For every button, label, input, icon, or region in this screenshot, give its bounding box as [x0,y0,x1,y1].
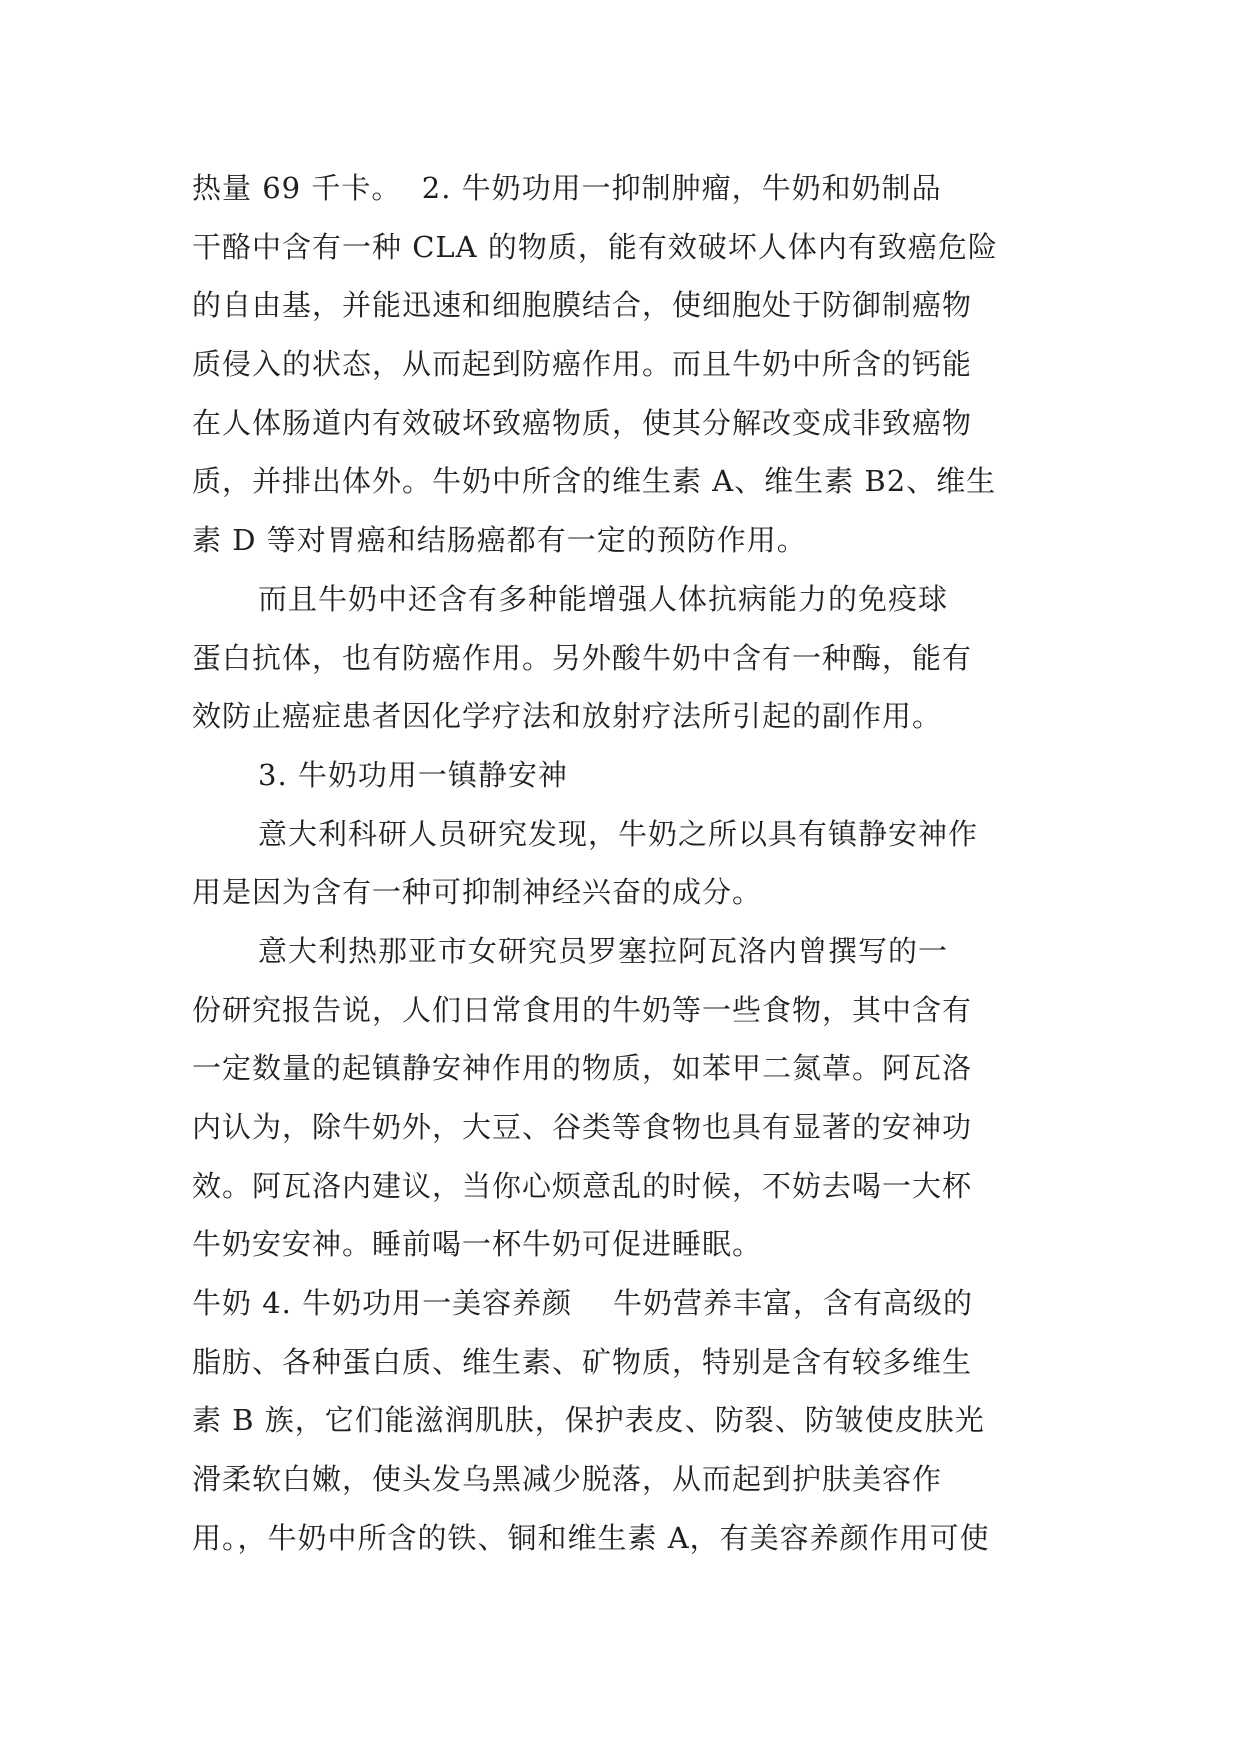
body-text [192,159,1054,1568]
text-line: 脂肪、各种蛋白质、维生素、矿物质，特别是含有较多维生 [192,1344,973,1379]
text-line: 份研究报告说，人们日常食用的牛奶等一些食物，其中含有 [192,992,973,1027]
paragraph-first-line: 意大利热那亚市女研究员罗塞拉阿瓦洛内曾撰写的一 [258,933,949,968]
text-line: 质侵入的状态，从而起到防癌作用。而且牛奶中所含的钙能 [192,347,973,382]
paragraph-first-line: 意大利科研人员研究发现，牛奶之所以具有镇静安神作 [258,816,979,851]
text-line: 的自由基，并能迅速和细胞膜结合，使细胞处于防御制癌物 [192,288,973,323]
text-line: 内认为，除牛奶外，大豆、谷类等食物也具有显著的安神功 [192,1110,973,1144]
text-line: 牛奶 4. 牛奶功用一美容养颜 牛奶营养丰富，含有高级的 [192,1286,973,1321]
text-line: 滑柔软白嫩，使头发乌黑减少脱落，从而起到护肤美容作 [192,1462,943,1497]
text-line: 热量 69 千卡。 2. 牛奶功用一抑制肿瘤，牛奶和奶制品 [192,171,942,205]
text-line: 用。，牛奶中所含的铁、铜和维生素 A，有美容养颜作用可使 [192,1520,990,1555]
text-line: 在人体肠道内有效破坏致癌物质，使其分解改变成非致癌物 [192,405,973,440]
text-line: 用是因为含有一种可抑制神经兴奋的成分。 [192,875,763,910]
section-heading: 3. 牛奶功用一镇静安神 [258,757,568,792]
text-line: 质，并排出体外。牛奶中所含的维生素 A、维生素 B2、维生 [192,464,997,499]
text-line: 素 D 等对胃癌和结肠癌都有一定的预防作用。 [192,523,807,558]
text-line: 效。阿瓦洛内建议，当你心烦意乱的时候，不妨去喝一大杯 [192,1168,973,1203]
text-line: 牛奶安安神。睡前喝一杯牛奶可促进睡眠。 [192,1227,763,1262]
paragraph-first-line: 而且牛奶中还含有多种能增强人体抗病能力的免疫球 [258,581,949,616]
text-line: 效防止癌症患者因化学疗法和放射疗法所引起的副作用。 [192,699,943,734]
text-line: 一定数量的起镇静安神作用的物质，如苯甲二氮䓬。阿瓦洛 [192,1051,973,1086]
text-line: 干酪中含有一种 CLA 的物质，能有效破坏人体内有致癌危险 [192,229,998,264]
text-line: 素 B 族，它们能滋润肌肤，保护表皮、防裂、防皱使皮肤光 [192,1403,985,1438]
text-line: 蛋白抗体，也有防癌作用。另外酸牛奶中含有一种酶，能有 [192,640,973,675]
